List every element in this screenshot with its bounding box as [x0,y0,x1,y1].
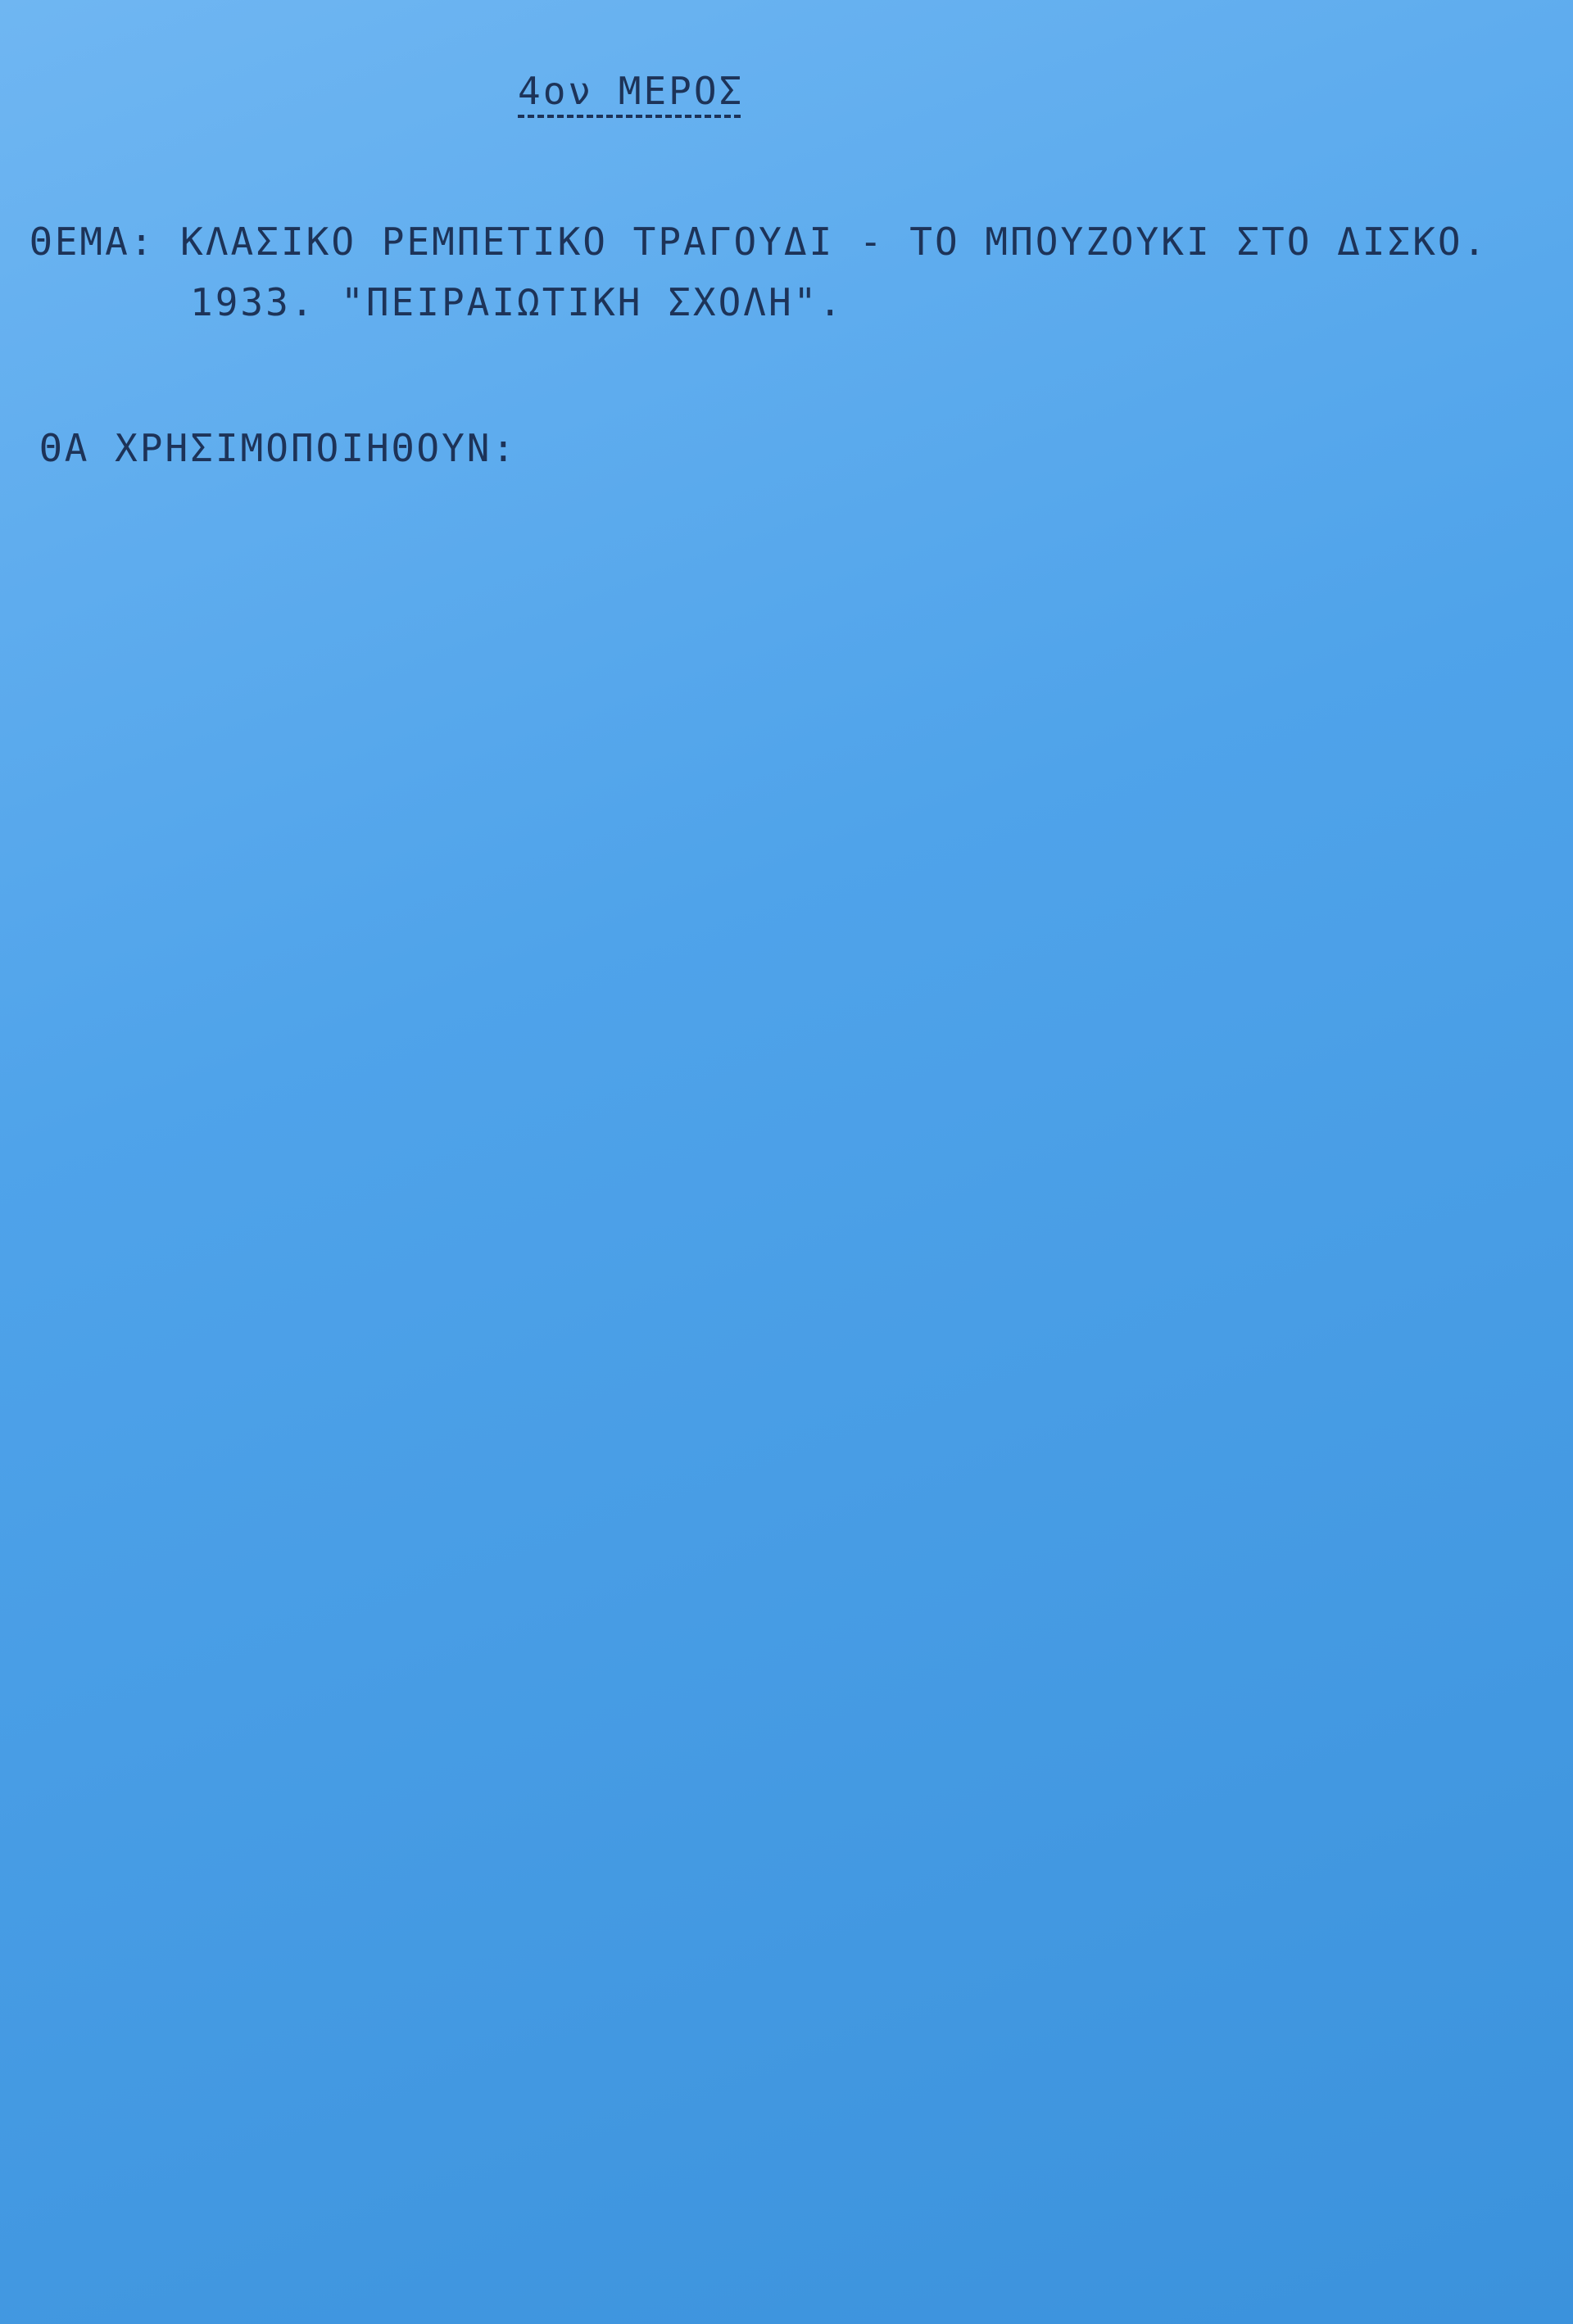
heading-underline [518,115,741,118]
theme-line-1: ΘΕΜΑ: ΚΛΑΣΙΚΟ ΡΕΜΠΕΤΙΚΟ ΤΡΑΓΟΥΔΙ - ΤΟ ΜΠΟΥΖΟΥΚΙ ΣΤΟ ΔΙΣΚΟ. [29,220,1489,264]
theme-line-2: 1933. "ΠΕΙΡΑΙΩΤΙΚΗ ΣΧΟΛΗ". [190,280,845,324]
section-heading: 4ον ΜΕΡΟΣ [518,69,745,113]
uses-label: ΘΑ ΧΡΗΣΙΜΟΠΟΙΗΘΟΥΝ: [39,426,518,470]
